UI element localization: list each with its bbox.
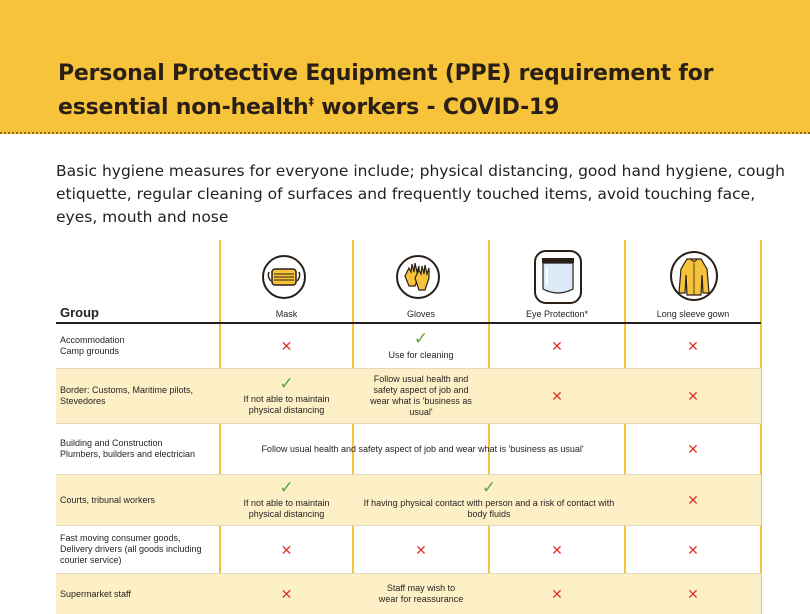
group-name: Accommodation Camp grounds	[60, 335, 125, 356]
tick-icon: ✓	[279, 374, 294, 393]
title-banner	[0, 0, 810, 134]
eye-protection-icon	[534, 250, 582, 304]
combined-note-cell	[220, 424, 625, 474]
gown-icon	[670, 251, 718, 301]
gown-cell	[625, 574, 761, 614]
cross-icon: ✕	[687, 388, 699, 404]
table-row	[56, 369, 761, 423]
cross-icon: ✕	[551, 388, 563, 404]
mask-cell	[220, 574, 353, 614]
eye-cell	[489, 324, 625, 368]
column-header-mask: Mask	[275, 309, 298, 319]
full-note: Follow usual health and safety aspect of job and wear what is 'business as usual'	[261, 443, 584, 454]
cross-icon: ✕	[687, 586, 699, 602]
group-name: Supermarket staff	[60, 588, 131, 599]
gown-cell	[625, 475, 761, 525]
cross-icon: ✕	[415, 541, 427, 558]
mask-icon	[262, 255, 306, 299]
gown-cell	[625, 369, 761, 423]
cross-icon: ✕	[280, 586, 293, 602]
contact-note: If having physical contact with person and a risk of contact with body fluids	[363, 498, 615, 519]
group-name: Courts, tribunal workers	[60, 494, 156, 505]
gloves-note: Use for cleaning	[388, 350, 454, 360]
title-end: workers - COVID-19	[313, 95, 560, 120]
cross-icon: ✕	[280, 541, 293, 558]
cross-icon: ✕	[687, 441, 699, 457]
tick-icon: ✓	[481, 478, 497, 497]
table-row	[56, 324, 761, 368]
mask-cell	[220, 369, 353, 423]
cross-icon: ✕	[687, 492, 699, 508]
title-main: Personal Protective Equipment (PPE) requirement for essential non-health	[58, 61, 714, 120]
mask-note: If not able to maintain physical distancing	[243, 498, 330, 519]
table-row	[56, 424, 761, 474]
column-header-gloves: Gloves	[406, 309, 435, 319]
table-row	[56, 574, 761, 614]
page-title	[58, 60, 778, 122]
column-header-eye-protection: Eye Protection*	[525, 309, 589, 319]
group-name: Building and Construction Plumbers, builders and electrician	[60, 438, 196, 459]
cross-icon: ✕	[551, 586, 563, 602]
table-row	[56, 526, 761, 573]
column-header-gown: Long sleeve gown	[656, 309, 730, 319]
group-name: Fast moving consumer goods, Delivery drivers (all goods including courier service)	[60, 533, 202, 565]
gloves-eye-cell	[353, 475, 625, 525]
gloves-icon	[396, 255, 440, 299]
gown-cell	[625, 324, 761, 368]
gloves-cell	[353, 574, 489, 614]
group-name: Border: Customs, Maritime pilots, Stevedores	[60, 385, 194, 406]
table-row	[56, 475, 761, 525]
gloves-cell	[353, 526, 489, 573]
mask-note: If not able to maintain physical distancing	[243, 394, 330, 415]
gown-cell	[625, 526, 761, 573]
mask-cell	[220, 324, 353, 368]
gloves-note: Follow usual health and safety aspect of job and wear what is 'business as usual'	[370, 374, 472, 417]
eye-cell	[489, 369, 625, 423]
group-column-header: Group	[60, 305, 99, 320]
gloves-cell	[353, 369, 489, 423]
title-dagger: ‡	[308, 95, 314, 108]
mask-cell	[220, 475, 353, 525]
mask-cell	[220, 526, 353, 573]
cross-icon: ✕	[551, 541, 563, 558]
gloves-cell	[353, 324, 489, 368]
hygiene-intro: Basic hygiene measures for everyone include; physical distancing, good hand hygiene, cough etiquette, regular cleaning of surfaces and frequently touched items, avoid touching face, eyes, mouth and nose	[56, 162, 785, 226]
tick-icon: ✓	[413, 329, 429, 348]
eye-cell	[489, 574, 625, 614]
eye-cell	[489, 526, 625, 573]
cross-icon: ✕	[687, 338, 699, 354]
cross-icon: ✕	[280, 338, 293, 354]
tick-icon: ✓	[279, 478, 294, 497]
gloves-note: Staff may wish to wear for reassurance	[378, 583, 464, 604]
cross-icon: ✕	[551, 338, 563, 354]
cross-icon: ✕	[687, 541, 699, 558]
gown-cell	[625, 424, 761, 474]
